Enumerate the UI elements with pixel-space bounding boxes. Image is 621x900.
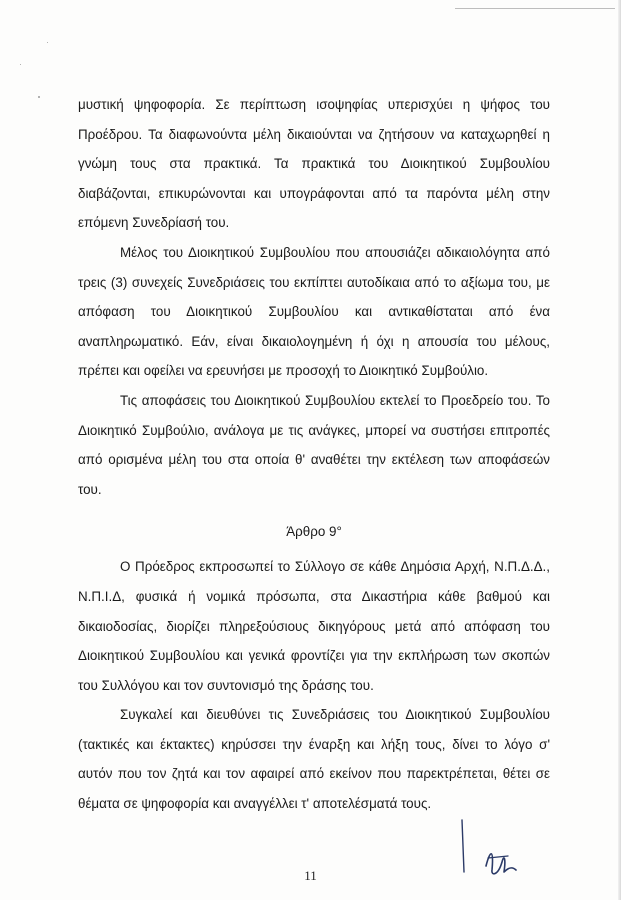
paragraph-president-meetings: Συγκαλεί και διευθύνει τις Συνεδριάσεις του Διοικητικού Συμβουλίου (τακτικές και έκτακτες) κηρύσσει την έναρξη και λήξη τους, δίνει το λόγο σ' αυτόν που τον ζητά και τον αφαιρεί από εκείνον που παρεκτρέπεται, θέτει σε θέματα σε ψηφοφορία και αναγγέλλει τ' αποτελέσματά τους. — [78, 707, 550, 812]
page-number: 11 — [304, 868, 317, 883]
article-body — [78, 90, 550, 819]
paragraph-decisions: Τις αποφάσεις του Διοικητικού Συμβουλίου εκτελεί το Προεδρείο του. Το Διοικητικό Συμβούλιο, ανάλογα με τις ανάγκες, μπορεί να συστήσει επιτροπές από ορισμένα μέλη του στα οποία θ' αναθέτει την εκτέλεση των αποφάσεών του. — [78, 392, 550, 497]
paragraph-president-representation: Ο Πρόεδρος εκπροσωπεί το Σύλλογο σε κάθε Δημόσια Αρχή, Ν.Π.Δ.Δ., Ν.Π.Ι.Δ, φυσικά ή νομικά πρόσωπα, στα Δικαστήρια κάθε βαθμού και δικαιοδοσίας, διορίζει πληρεξούσιους δικηγόρους μετά από απόφαση του Διοικητικού Συμβουλίου και γενικά φροντίζει για την εκπλήρωση των σκοπών του Συλλόγου και τον συντονισμό της δράσης του. — [78, 559, 550, 693]
paragraph-voting: μυστική ψηφοφορία. Σε περίπτωση ισοψηφίας υπερισχύει η ψήφος του Προέδρου. Τα διαφωνούντα μέλη δικαιούνται να ζητήσουν να καταχωρηθεί η γνώμη τους στα πρακτικά. Τα πρακτικά του Διοικητικού Συμβουλίου διαβάζονται, επικυρώνονται και υπογράφονται από τα παρόντα μέλη στην επόμενη Συνεδρίασή του. — [78, 97, 550, 231]
scan-speck — [20, 64, 21, 65]
article-heading: Άρθρο 9° — [286, 524, 342, 540]
scan-speck — [47, 42, 48, 43]
paragraph-absence: Μέλος του Διοικητικού Συμβουλίου που απουσιάζει αδικαιολόγητα από τρεις (3) συνεχείς Συνεδριάσεις του εκπίπτει αυτοδίκαια από το αξίωμα του, με απόφαση του Διοικητικού Συμβουλίου και αντικαθίσταται από ένα αναπληρωματικό. Εάν, είναι δικαιολογημένη ή όχι η απουσία του μέλους, πρέπει και οφείλει να ερευνήσει με προσοχή το Διοικητικό Συμβούλιο. — [78, 244, 550, 379]
scan-speck — [38, 96, 40, 98]
scan-edge-line — [455, 8, 615, 9]
